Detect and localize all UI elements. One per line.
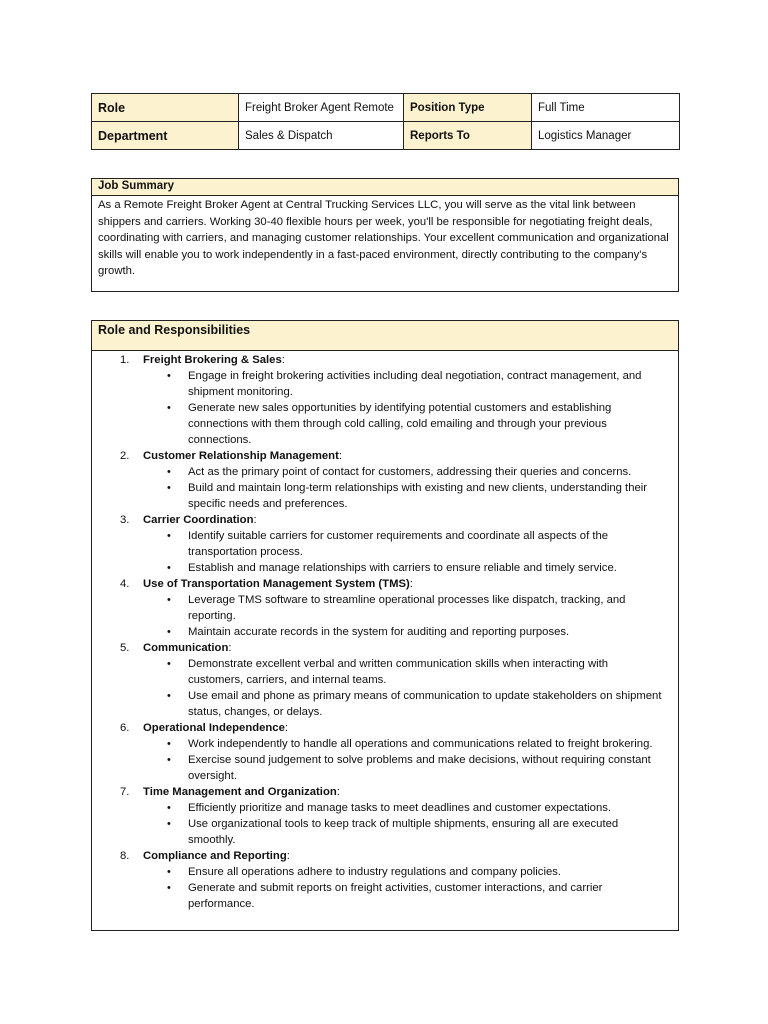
- bullet-point: • Exercise sound judgement to solve problems and make decisions, without requiring constant oversight.: [92, 752, 678, 784]
- role-label: Role: [92, 94, 239, 122]
- roles-heading: Role and Responsibilities: [92, 321, 678, 351]
- bullet-point: • Use email and phone as primary means of communication to update stakeholders on shipment status, changes, or delays.: [92, 688, 678, 720]
- bullet-point: • Efficiently prioritize and manage tasks to meet deadlines and customer expectations.: [92, 800, 678, 816]
- item-title: Freight Brokering & Sales: [143, 354, 282, 366]
- job-info-table: [91, 93, 680, 150]
- bullet-point: • Leverage TMS software to streamline operational processes like dispatch, tracking, and reporting.: [92, 592, 678, 624]
- bullet-point: • Generate new sales opportunities by identifying potential customers and establishing connections with them through cold calling, cold emailing and through your previous connections.: [92, 400, 678, 448]
- bullet-point: • Generate and submit reports on freight activities, customer interactions, and carrier performance.: [92, 880, 678, 912]
- item-title: Time Management and Organization: [143, 786, 337, 798]
- roles-responsibilities-section: [91, 320, 679, 931]
- job-summary-section: [91, 178, 679, 292]
- role-value: Freight Broker Agent Remote: [239, 94, 404, 122]
- info-row-department: [92, 122, 680, 150]
- responsibility-item: 3. Carrier Coordination: • Identify suitable carriers for customer requirements and coordinate all aspects of the transportation process. • Establish and manage relationships with carriers to ensure reliable and timely service.: [92, 512, 678, 576]
- bullet-point: • Maintain accurate records in the system for auditing and reporting purposes.: [92, 624, 678, 640]
- bullet-point: • Engage in freight brokering activities including deal negotiation, contract management, and shipment monitoring.: [92, 368, 678, 400]
- item-number: 8.: [120, 850, 130, 862]
- bullet-point: • Establish and manage relationships with carriers to ensure reliable and timely service.: [92, 560, 678, 576]
- bullet-point: • Build and maintain long-term relationships with existing and new clients, understanding their specific needs and preferences.: [92, 480, 678, 512]
- item-title: Communication: [143, 642, 229, 654]
- reports-to-value: Logistics Manager: [532, 122, 680, 150]
- bullet-point: • Work independently to handle all operations and communications related to freight brokering.: [92, 736, 678, 752]
- responsibilities-list: [92, 351, 678, 912]
- bullet-point: • Use organizational tools to keep track of multiple shipments, ensuring all are executed smoothly.: [92, 816, 678, 848]
- info-row-role: [92, 94, 680, 122]
- item-title: Compliance and Reporting: [143, 850, 287, 862]
- item-number: 2.: [120, 450, 130, 462]
- bullet-point: • Act as the primary point of contact for customers, addressing their queries and concerns.: [92, 464, 678, 480]
- job-summary-text: As a Remote Freight Broker Agent at Central Trucking Services LLC, you will serve as the vital link between shippers and carriers. Working 30-40 flexible hours per week, you'll be responsible for negotiating freight deals, coordinating with carriers, and managing customer relationships. Your excellent communication and organizational skills will enable you to work independently in a fast-paced environment, directly contributing to the company's growth.: [98, 199, 669, 277]
- position-type-value: Full Time: [532, 94, 680, 122]
- item-number: 3.: [120, 514, 130, 526]
- responsibility-item: 6. Operational Independence: • Work independently to handle all operations and communications related to freight brokering. • Exercise sound judgement to solve problems and make decisions, without requiring constant oversight.: [92, 720, 678, 784]
- item-title: Carrier Coordination: [143, 514, 254, 526]
- responsibility-item: 4. Use of Transportation Management System (TMS): • Leverage TMS software to streamline operational processes like dispatch, tracking, and reporting. • Maintain accurate records in the system for auditing and reporting purposes.: [92, 576, 678, 640]
- reports-to-label: Reports To: [404, 122, 532, 150]
- bullet-point: • Identify suitable carriers for customer requirements and coordinate all aspects of the transportation process.: [92, 528, 678, 560]
- item-title: Use of Transportation Management System (TMS): [143, 578, 410, 590]
- item-title: Customer Relationship Management: [143, 450, 339, 462]
- responsibility-item: 1. Freight Brokering & Sales: • Engage in freight brokering activities including deal negotiation, contract management, and shipment monitoring. • Generate new sales opportunities by identifying potential customers and establishing connections with them through cold calling, cold emailing and through your previous connections.: [92, 352, 678, 448]
- responsibility-item: 8. Compliance and Reporting: • Ensure all operations adhere to industry regulations and company policies. • Generate and submit reports on freight activities, customer interactions, and carrier performance.: [92, 848, 678, 912]
- responsibility-item: 7. Time Management and Organization: • Efficiently prioritize and manage tasks to meet deadlines and customer expectations. • Use organizational tools to keep track of multiple shipments, ensuring all are executed smoothly.: [92, 784, 678, 848]
- bullet-point: • Ensure all operations adhere to industry regulations and company policies.: [92, 864, 678, 880]
- responsibility-item: 2. Customer Relationship Management: • Act as the primary point of contact for customers, addressing their queries and concerns. • Build and maintain long-term relationships with existing and new clients, understanding their specific needs and preferences.: [92, 448, 678, 512]
- bullet-point: • Demonstrate excellent verbal and written communication skills when interacting with customers, carriers, and internal teams.: [92, 656, 678, 688]
- department-value: Sales & Dispatch: [239, 122, 404, 150]
- item-number: 7.: [120, 786, 130, 798]
- item-number: 1.: [120, 354, 130, 366]
- responsibility-item: 5. Communication: • Demonstrate excellent verbal and written communication skills when interacting with customers, carriers, and internal teams. • Use email and phone as primary means of communication to update stakeholders on shipment status, changes, or delays.: [92, 640, 678, 720]
- item-number: 5.: [120, 642, 130, 654]
- item-title: Operational Independence: [143, 722, 285, 734]
- position-type-label: Position Type: [404, 94, 532, 122]
- department-label: Department: [92, 122, 239, 150]
- item-number: 4.: [120, 578, 130, 590]
- job-summary-heading: Job Summary: [92, 179, 678, 196]
- item-number: 6.: [120, 722, 130, 734]
